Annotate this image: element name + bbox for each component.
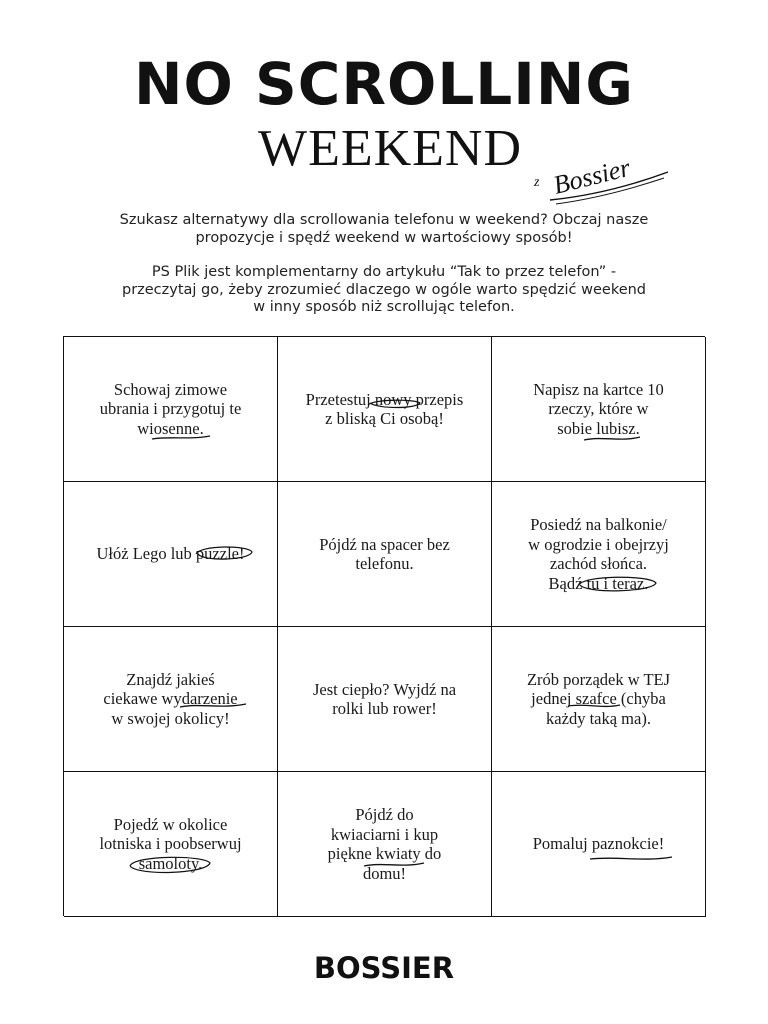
intro-line: propozycje i spędź weekend w wartościowy sposób! (195, 229, 573, 246)
activity-cell (278, 482, 492, 627)
ps-line: przeczytaj go, żeby zrozumieć dlaczego w ogóle warto spędzić weekend (121, 281, 647, 298)
activity-line: Bądź tu i teraz. (548, 573, 649, 593)
activity-line: Pojedź w okolice (113, 814, 228, 834)
activity-text (511, 380, 686, 439)
activity-line: sobie lubisz. (557, 418, 640, 438)
activity-line: Przetestuj nowy przepis (305, 389, 464, 409)
activity-cell (64, 482, 278, 627)
activity-line: jednej szafce (chyba (531, 689, 666, 709)
ps-line: PS Plik jest komplementarny do artykułu “Tak to przez telefon” - (151, 264, 617, 280)
activity-line: kwiaciarni i kup (330, 824, 439, 844)
activity-cell (492, 482, 706, 627)
activity-line: ciekawe wydarzenie (103, 689, 238, 709)
brand-logo: BOSSIER (313, 951, 455, 985)
svg-text:z: z (534, 175, 540, 190)
activity-cell (64, 627, 278, 772)
activity-text (81, 670, 259, 729)
activity-cell (278, 772, 492, 917)
activity-text (505, 670, 692, 729)
activity-text (284, 390, 486, 429)
activity-cell (492, 337, 706, 482)
activity-line: wiosenne. (137, 418, 204, 438)
activity-text (78, 380, 264, 439)
activity-line: piękne kwiaty do (327, 844, 442, 863)
activity-line: Pójdź na spacer bez (319, 534, 450, 554)
ps-paragraph (60, 264, 708, 317)
intro-paragraph (60, 212, 708, 247)
activity-cell (492, 772, 706, 917)
activity-line: Ułóż Lego lub puzzle! (96, 544, 245, 564)
activity-cell (64, 337, 278, 482)
activity-text (511, 834, 687, 854)
signature-mark (530, 150, 680, 210)
activity-line: zachód słońca. (549, 554, 648, 573)
activity-line: Znajdź jakieś (126, 669, 215, 689)
activity-line: rzeczy, które w (548, 399, 649, 419)
activity-line: telefonu. (355, 554, 414, 573)
activity-line: w ogrodzie i obejrzyj (528, 534, 669, 554)
activity-text (297, 535, 472, 574)
activity-line: Schowaj zimowe (113, 379, 228, 399)
intro-line: Szukasz alternatywy dla scrollowania telefonu w weekend? Obczaj nasze (119, 212, 649, 228)
activity-line: w swojej okolicy! (111, 708, 230, 728)
activity-line: Napisz na kartce 10 (533, 379, 664, 399)
activity-line: Pomaluj paznokcie! (532, 834, 665, 854)
ps-line: w inny sposób niż scrollując telefon. (253, 299, 515, 315)
activity-cell (278, 337, 492, 482)
activity-cell (492, 627, 706, 772)
activity-line: domu! (362, 863, 407, 883)
page-title: NO SCROLLING (134, 50, 634, 118)
activity-cell (278, 627, 492, 772)
activity-line: samoloty. (138, 853, 203, 873)
activity-line: Jest ciepło? Wyjdź na (312, 679, 457, 699)
activity-text (306, 805, 464, 883)
underline-scribble (588, 854, 674, 864)
activity-grid (63, 336, 705, 916)
activity-text (291, 680, 478, 719)
activity-line: Zrób porządek w TEJ (526, 669, 671, 689)
activity-line: Pójdź do (355, 805, 414, 824)
activity-cell (64, 772, 278, 917)
activity-line: Posiedź na balkonie/ (530, 515, 667, 534)
activity-text (75, 544, 267, 564)
bossier-signature (530, 150, 680, 210)
page-subtitle: WEEKEND (257, 120, 523, 177)
activity-line: z bliską Ci osobą! (325, 409, 444, 428)
svg-text:Bossier: Bossier (550, 152, 634, 200)
activity-line: lotniska i poobserwuj (99, 834, 242, 854)
activity-line: każdy taką ma). (546, 708, 651, 728)
activity-line: ubrania i przygotuj te (99, 399, 242, 419)
activity-line: rolki lub rower! (332, 699, 437, 718)
activity-text (77, 815, 263, 874)
activity-text (506, 515, 691, 593)
